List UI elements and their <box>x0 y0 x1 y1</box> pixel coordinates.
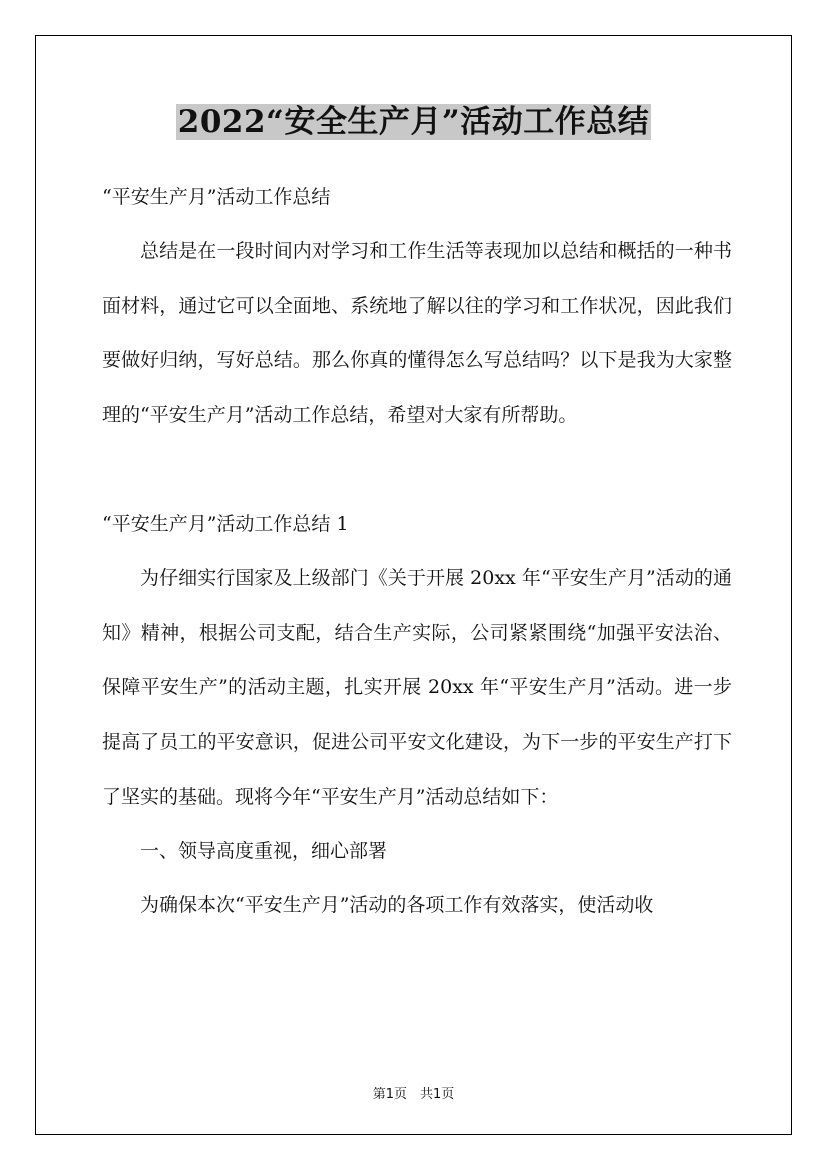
section-paragraph: 为仔细实行国家及上级部门《关于开展 20xx 年“平安生产月”活动的通知》精神，根据公司支配，结合生产实际，公司紧紧围绕“加强平安法治、保障平安生产”的活动主题，扎实开展 20xx 年“平安生产月”活动。进一步提高了员工的平安意识，促进公司平安文化建设，为下一步的平安生产打下了坚实的基础。现将今年“平安生产月”活动总结如下： <box>102 566 732 808</box>
document-title <box>0 100 827 144</box>
document-title-text: 2022“安全生产月”活动工作总结 <box>177 104 650 140</box>
section-heading: “平安生产月”活动工作总结 1 <box>102 512 349 535</box>
section-paragraph-2: 为确保本次“平安生产月”活动的各项工作有效落实，使活动收 <box>140 894 654 917</box>
document-subtitle: “平安生产月”活动工作总结 <box>102 186 331 208</box>
blank-line <box>102 443 732 497</box>
intro-paragraph: 总结是在一段时间内对学习和工作生活等表现加以总结和概括的一种书面材料，通过它可以全面地、系统地了解以往的学习和工作状况，因此我们要做好归纳，写好总结。那么你真的懂得怎么写总结吗？以下是我为大家整理的“平安生产月”活动工作总结，希望对大家有所帮助。 <box>102 240 732 427</box>
page-footer: 第1页 共1页 <box>372 1087 455 1102</box>
document-body <box>102 170 732 933</box>
sub-heading: 一、领导高度重视，细心部署 <box>140 840 388 863</box>
